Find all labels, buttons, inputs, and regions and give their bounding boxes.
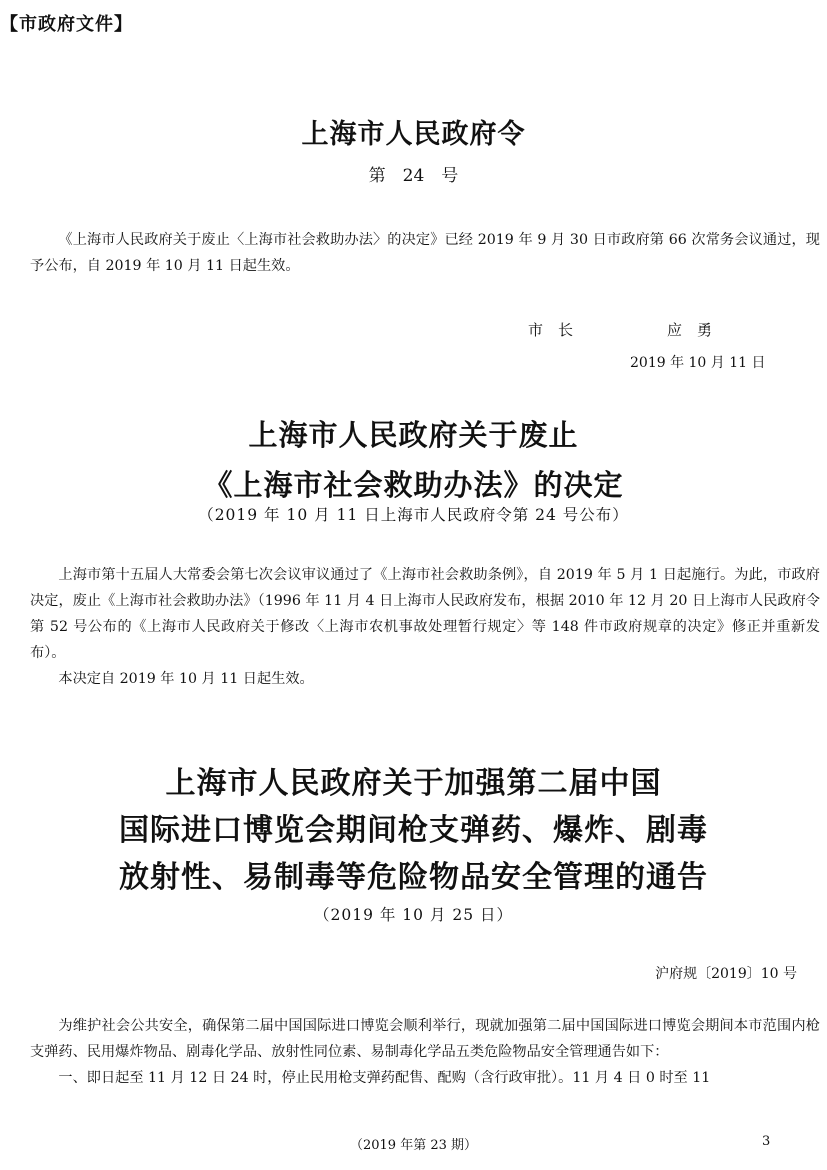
page-number: 3 (762, 1134, 771, 1149)
decision-body (30, 562, 820, 692)
decision-title (0, 410, 827, 510)
section-tag: 【市政府文件】 (0, 14, 133, 35)
order-date: 2019 年 10 月 11 日 (630, 355, 766, 371)
paragraph: 本决定自 2019 年 10 月 11 日起生效。 (58, 671, 314, 687)
signer-title: 市 长 (528, 321, 574, 339)
signer-name: 应 勇 (667, 321, 713, 339)
paragraph: 上海市第十五届人大常委会第七次会议审议通过了《上海市社会救助条例》，自 2019 年 5 月 1 日起施行。为此，市政府决定，废止《上海市社会救助办法》（1996 年 11 月 4 日上海市人民政府发布，根据 2010 年 12 月 20 日上海市人民政府令第 52 号公布的《上海市人民政府关于修改〈上海市农机事故处理暂行规定〉等 148 件市政府规章的决定》修正并重新发布）。 (30, 567, 820, 661)
paragraph: 一、即日起至 11 月 12 日 24 时，停止民用枪支弹药配售、配购（含行政审批）。11 月 4 日 0 时至 11 (58, 1070, 711, 1086)
decision-title-line: 《上海市社会救助办法》的决定 (203, 468, 624, 502)
issue-number: （2019 年第 23 期） (349, 1138, 478, 1153)
notice-title-line: 上海市人民政府关于加强第二届中国 (165, 766, 662, 801)
decision-title-line: 上海市人民政府关于废止 (248, 418, 579, 452)
order-title: 上海市人民政府令 (301, 119, 526, 150)
notice-subtitle: （2019 年 10 月 25 日） (313, 906, 514, 924)
notice-title-line: 国际进口博览会期间枪支弹药、爆炸、剧毒 (119, 813, 708, 848)
notice-body (30, 1013, 820, 1091)
order-number: 第 24 号 (368, 166, 459, 186)
decision-subtitle: （2019 年 10 月 11 日上海市人民政府令第 24 号公布） (198, 506, 629, 524)
document-number: 沪府规〔2019〕10 号 (655, 966, 797, 982)
notice-title (0, 760, 827, 901)
order-body: 《上海市人民政府关于废止〈上海市社会救助办法〉的决定》已经 2019 年 9 月 30 日市政府第 66 次常务会议通过，现予公布，自 2019 年 10 月 11 日起生效。 (30, 232, 820, 274)
notice-title-line: 放射性、易制毒等危险物品安全管理的通告 (119, 860, 708, 895)
paragraph: 为维护社会公共安全，确保第二届中国国际进口博览会顺利举行，现就加强第二届中国国际进口博览会期间本市范围内枪支弹药、民用爆炸物品、剧毒化学品、放射性同位素、易制毒化学品五类危险物品安全管理通告如下： (30, 1018, 820, 1060)
